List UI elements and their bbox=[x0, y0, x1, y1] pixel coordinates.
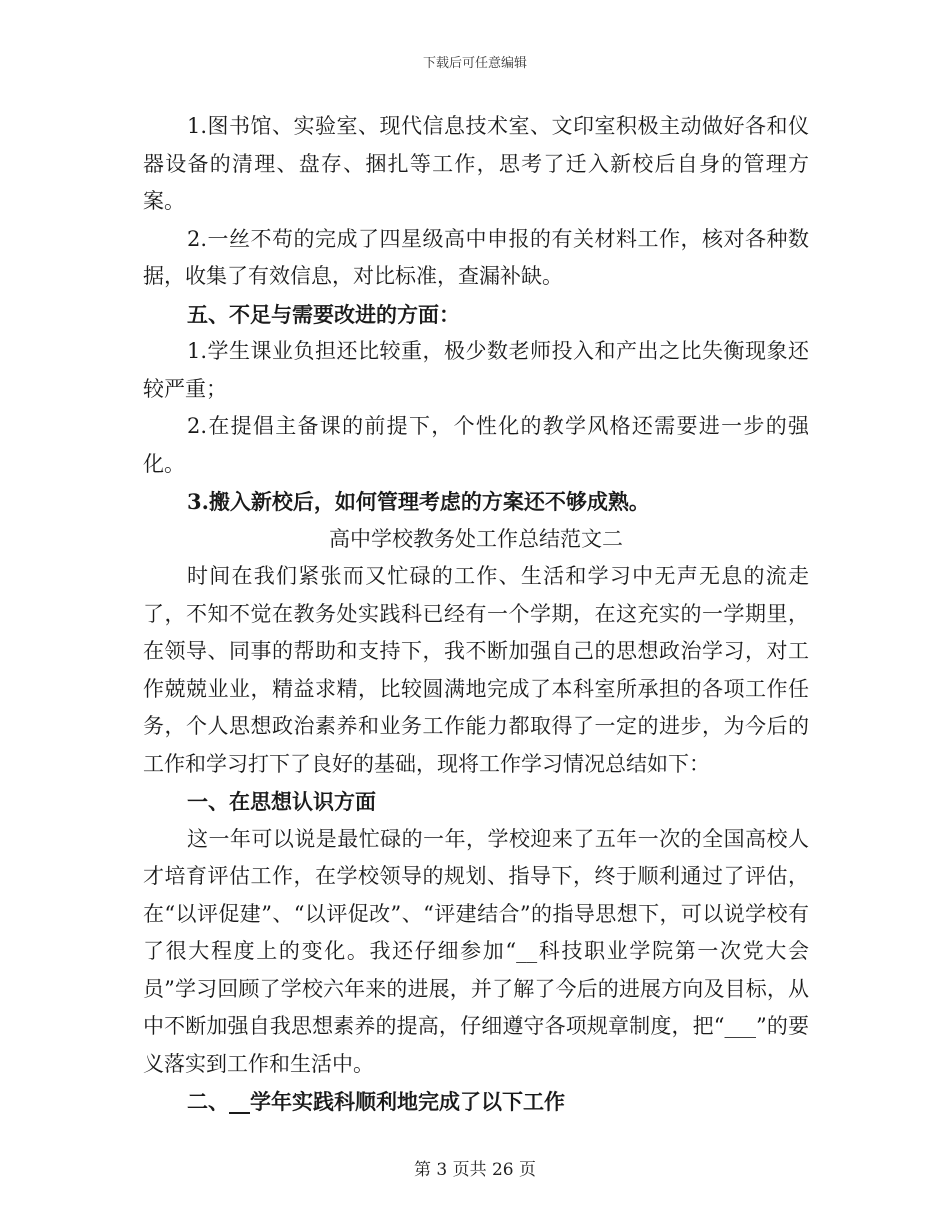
section-heading-ideology: 一、在思想认识方面 bbox=[187, 789, 376, 814]
page-footer: 第 3 页共 26 页 bbox=[413, 1160, 537, 1180]
page-header: 下载后可任意编辑 bbox=[422, 56, 527, 71]
paragraph-intro: 时间在我们紧张而又忙碌的工作、生活和学习中无声无息的流走了，不知不觉在教务处实践科已经有一个学期，在这充实的一学期里，在领导、同事的帮助和支持下，我不断加强自己的思想政治学习，对工作兢兢业业，精益求精，比较圆满地完成了本科室所承担的各项工作任务，个人思想政治素养和业务工作能力都取得了一定的进步，为今后的工作和学习打下了良好的基础，现将工作学习情况总结如下： bbox=[143, 564, 809, 776]
paragraph-ideology: 这一年可以说是最忙碌的一年，学校迎来了五年一次的全国高校人才培育评估工作，在学校领导的规划、指导下，终于顺利通过了评估，在“以评促建”、“以评促改”、“评建结合”的指导思想下，可以说学校有了很大程度上的变化。我还仔细参加“__科技职业学院第一次党大会员”学习回顾了学校六年来的进展，并了解了今后的进展方向及目标，从中不断加强自我思想素养的提高，仔细遵守各项规章制度，把“___”的要义落实到工作和生活中。 bbox=[143, 826, 809, 1076]
paragraph-new-campus-management: 3.搬入新校后，如何管理考虑的方案还不够成熟。 bbox=[187, 489, 650, 514]
paragraph-student-burden: 1.学生课业负担还比较重，极少数老师投入和产出之比失衡现象还较严重； bbox=[143, 339, 809, 401]
paragraph-four-star-application: 2.一丝不苟的完成了四星级高中申报的有关材料工作，核对各种数据，收集了有效信息，对比标准，查漏补缺。 bbox=[143, 226, 809, 288]
paragraph-teaching-style: 2.在提倡主备课的前提下，个性化的教学风格还需要进一步的强化。 bbox=[143, 414, 809, 476]
paragraph-library-lab: 1.图书馆、实验室、现代信息技术室、文印室积极主动做好各和仪器设备的清理、盘存、捆扎等工作，思考了迁入新校后自身的管理方案。 bbox=[143, 114, 809, 213]
document-body bbox=[143, 108, 809, 1121]
section-heading-work-completed: 二、__学年实践科顺利地完成了以下工作 bbox=[187, 1089, 565, 1114]
section-heading-shortcomings: 五、不足与需要改进的方面： bbox=[187, 301, 460, 327]
article-title: 高中学校教务处工作总结范文二 bbox=[329, 526, 623, 551]
